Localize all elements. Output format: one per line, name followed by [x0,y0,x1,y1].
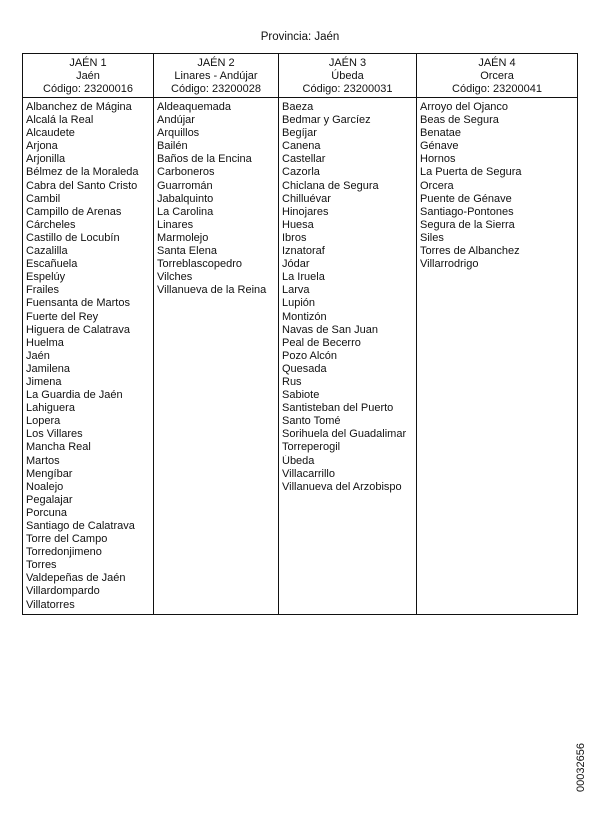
municipality-item: Torres [26,559,57,572]
municipality-item: Santisteban del Puerto [282,402,394,415]
municipality-item: Porcuna [26,506,67,519]
municipality-item: Arroyo del Ojanco [420,101,509,113]
municipality-item: Mengíbar [26,467,73,480]
district-column-1 [23,98,154,615]
municipality-item: Torreblascopedro [157,258,242,271]
municipality-item: Rus [282,375,302,388]
district-header-3 [279,54,417,98]
municipality-item: Frailes [26,284,60,297]
municipality-item: Quesada [282,362,327,375]
document-code: 00032656 [575,743,587,792]
municipality-item: Fuerte del Rey [26,310,99,323]
municipality-list [26,101,153,612]
municipality-item: Alcalá la Real [26,114,94,127]
district-town: Linares - Andújar [174,70,258,82]
municipality-item: Navas de San Juan [282,323,379,336]
district-header-4 [417,54,578,98]
municipality-item: Chilluévar [282,192,331,205]
municipality-item: Montizón [282,310,327,323]
districts-table [22,53,578,615]
municipality-item: Fuensanta de Martos [26,297,130,310]
district-town: Jaén [76,70,100,82]
municipality-item: Larva [282,284,310,297]
municipality-item: Jimena [26,375,62,388]
municipality-item: Castellar [282,153,326,166]
district-code: Código: 23200028 [171,83,261,95]
municipality-item: Lahiguera [26,402,75,415]
municipality-item: Andújar [157,114,195,127]
municipality-item: Guarromán [157,179,213,192]
municipality-item: Espelúy [26,271,66,284]
municipality-item: Lopera [26,415,61,428]
municipality-item: Villanueva de la Reina [157,284,267,297]
municipality-item: Torreperogil [282,441,341,454]
municipality-item: Vilches [157,271,193,284]
district-town: Orcera [480,70,514,82]
municipality-item: Torres de Albanchez [420,245,520,258]
municipality-item: Benatae [420,127,461,140]
municipality-item: Aldeaquemada [157,101,232,113]
municipality-item: Villardompardo [26,585,100,598]
municipality-item: Villacarrillo [282,467,335,480]
municipality-list [420,101,577,271]
municipality-item: Jamilena [26,362,71,375]
district-name: JAÉN 3 [328,57,367,69]
municipality-item: Santiago de Calatrava [26,520,135,532]
municipality-item: Campillo de Arenas [26,205,122,218]
municipality-item: Santo Tomé [282,415,341,428]
municipality-item: Iznatoraf [282,245,325,258]
districts-header-row [23,54,578,98]
municipality-item: Siles [420,231,444,244]
district-town: Úbeda [331,70,364,82]
municipality-item: Arjona [26,140,58,153]
district-column-4 [417,98,578,615]
municipality-item: Carboneros [157,166,215,179]
municipality-item: Jaén [26,349,50,362]
municipality-list [157,101,278,297]
municipality-item: Villanueva del Arzobispo [282,480,402,493]
district-column-2 [154,98,279,615]
municipality-item: Mancha Real [26,441,91,454]
district-name: JAÉN 2 [197,57,235,69]
municipality-item: Albanchez de Mágina [26,101,132,113]
municipality-item: Hinojares [282,205,329,218]
municipality-item: Torredonjimeno [26,546,102,559]
municipality-item: Higuera de Calatrava [26,323,130,336]
municipality-item: Baeza [282,101,314,113]
district-name: JAÉN 4 [478,57,516,69]
municipality-item: Bedmar y Garcíez [282,114,371,127]
municipality-item: Begíjar [282,127,317,140]
municipality-item: Arquillos [157,127,200,140]
municipality-item: Baños de la Encina [157,153,252,166]
municipality-item: Canena [282,140,321,153]
municipality-item: Marmolejo [157,231,209,244]
municipality-item: Pegalajar [26,493,73,506]
municipality-item: Escañuela [26,258,78,271]
municipality-item: Orcera [420,179,454,192]
municipality-item: Arjonilla [26,153,66,166]
municipality-item: Cabra del Santo Cristo [26,179,138,192]
municipality-item: La Guardia de Jaén [26,389,123,402]
municipality-item: Beas de Segura [420,114,499,127]
districts-body-row [23,98,578,615]
municipality-item: Bélmez de la Moraleda [26,166,139,179]
municipality-item: Cárcheles [26,218,76,231]
municipality-item: Sabiote [282,389,320,402]
district-code: Código: 23200031 [302,83,393,95]
page-title: Provincia: Jaén [260,31,340,43]
municipality-item: Cazorla [282,166,320,179]
municipality-item: Jabalquinto [157,192,214,205]
municipality-item: Huesa [282,218,314,231]
municipality-item: Torre del Campo [26,533,108,546]
district-name: JAÉN 1 [69,57,107,69]
municipality-item: Valdepeñas de Jaén [26,572,126,585]
municipality-item: Pozo Alcón [282,349,338,362]
municipality-item: Linares [157,218,194,231]
district-code: Código: 23200041 [452,83,542,95]
municipality-item: Úbeda [282,454,315,467]
municipality-item: Martos [26,454,60,467]
municipality-item: Cazalilla [26,245,68,258]
municipality-item: Villatorres [26,598,75,611]
municipality-item: La Iruela [282,271,325,284]
municipality-item: Peal de Becerro [282,336,361,349]
municipality-item: Segura de la Sierra [420,218,515,231]
municipality-item: La Carolina [157,205,214,218]
municipality-item: Noalejo [26,480,64,493]
municipality-item: Ibros [282,231,307,244]
municipality-item: La Puerta de Segura [420,166,522,179]
municipality-item: Santa Elena [157,245,217,258]
municipality-item: Puente de Génave [420,192,512,205]
municipality-list [282,101,416,494]
municipality-item: Chiclana de Segura [282,179,379,192]
district-header-2 [154,54,279,98]
municipality-item: Santiago-Pontones [420,205,514,218]
municipality-item: Génave [420,140,459,153]
municipality-item: Bailén [157,140,188,153]
district-header-1 [23,54,154,98]
municipality-item: Lupión [282,297,316,310]
municipality-item: Huelma [26,336,64,349]
municipality-item: Villarrodrigo [420,258,479,271]
district-column-3 [279,98,417,615]
municipality-item: Los Villares [26,428,83,441]
municipality-item: Cambil [26,192,61,205]
municipality-item: Hornos [420,153,456,166]
district-code: Código: 23200016 [43,83,133,95]
municipality-item: Sorihuela del Guadalimar [282,428,407,441]
municipality-item: Alcaudete [26,127,75,140]
municipality-item: Jódar [282,258,310,271]
municipality-item: Castillo de Locubín [26,231,120,244]
